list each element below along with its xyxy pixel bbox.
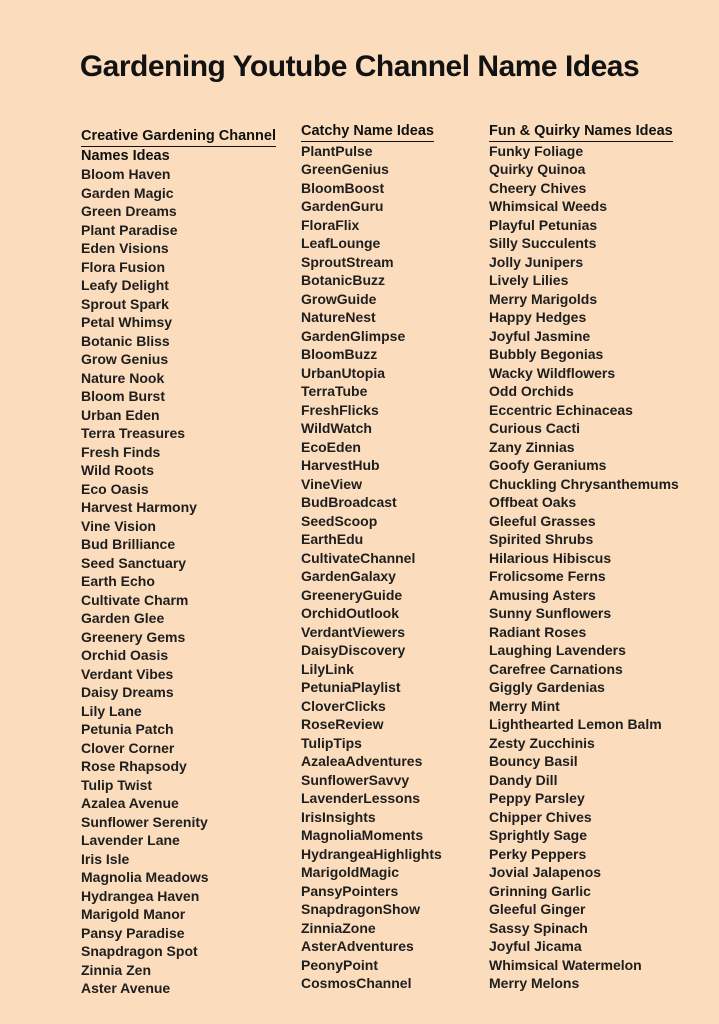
list-item: Funky Foliage [489,142,584,159]
list-item: Sprightly Sage [489,827,588,843]
column-header-fun-quirky [489,122,718,142]
list-item: Giggly Gardenias [489,679,605,695]
page-title: Gardening Youtube Channel Name Ideas [79,50,640,83]
list-item: Petal Whimsy [81,314,173,330]
list-item: Nature Nook [81,369,165,386]
list-item: GreenGenius [301,161,389,177]
list-item: PansyPointers [301,882,399,899]
list-item: Snapdragon Spot [81,943,198,959]
list-item: Merry Mint [489,697,560,714]
list-item: Flora Fusion [81,258,165,275]
list-item: Jovial Jalapenos [489,864,602,880]
list-item: Azalea Avenue [81,795,179,811]
list-item: Hydrangea Haven [81,887,200,904]
list-item: Garden Magic [81,184,174,201]
list-item: Rose Rhapsody [81,758,187,774]
list-item: UrbanUtopia [301,364,385,381]
list-item: Sprout Spark [81,295,169,312]
list-item: LilyLink [301,660,354,677]
list-item: Bouncy Basil [489,753,578,769]
list-item: Lily Lane [81,702,142,719]
list-item: Lively Lilies [489,272,569,288]
list-item: Cultivate Charm [81,591,189,608]
list-item: Green Dreams [81,203,177,219]
list-item: Eccentric Echinaceas [489,401,633,418]
list-item: SproutStream [301,253,394,270]
list-item: Terra Treasures [81,425,186,441]
list-item: Whimsical Weeds [489,198,608,214]
list-item: Curious Cacti [489,420,581,436]
list-item: Gleeful Grasses [489,512,596,529]
list-item: Greenery Gems [81,628,186,645]
column-creative-gardening [81,127,296,998]
list-item: BotanicBuzz [301,272,385,288]
list-item: GardenGalaxy [301,568,396,584]
list-item: Odd Orchids [489,383,574,399]
list-item: Joyful Jasmine [489,327,591,344]
list-item: Plant Paradise [81,221,178,238]
list-item: AsterAdventures [301,938,414,954]
column-catchy-names [301,122,486,993]
list-item: Eden Visions [81,240,169,256]
list-item: Goofy Geraniums [489,457,607,473]
list-item: Spirited Shrubs [489,531,594,547]
list-item: Perky Peppers [489,845,587,862]
list-item: Daisy Dreams [81,684,174,700]
list-item: Happy Hedges [489,309,587,325]
name-list-creative [81,165,296,998]
column-title-text: Creative Gardening Channel [81,127,276,147]
list-item: FreshFlicks [301,401,379,418]
list-item: Verdant Vibes [81,665,174,682]
list-item: Wild Roots [81,462,154,478]
list-item: Bubbly Begonias [489,346,604,362]
list-item: RoseReview [301,716,384,732]
list-item: GrowGuide [301,290,377,307]
column-header-creative [81,127,296,165]
list-item: Tulip Twist [81,776,153,793]
list-item: Zesty Zucchinis [489,734,595,751]
list-item: Bloom Haven [81,166,171,182]
list-item: Magnolia Meadows [81,869,209,885]
list-item: LeafLounge [301,235,381,251]
list-item: CosmosChannel [301,975,412,991]
list-item: GardenGlimpse [301,327,406,344]
list-item: Dandy Dill [489,771,558,788]
list-item: DaisyDiscovery [301,642,406,658]
list-item: EarthEdu [301,531,364,547]
list-item: Amusing Asters [489,586,596,603]
list-item: Clover Corner [81,739,175,756]
column-title-wrap-line: Names Ideas [81,147,170,164]
list-item: Whimsical Watermelon [489,956,642,973]
list-item: Zany Zinnias [489,438,575,455]
list-item: HydrangeaHighlights [301,845,442,862]
list-item: Offbeat Oaks [489,494,577,510]
list-item: IrisInsights [301,808,376,825]
list-item: Grow Genius [81,351,169,367]
list-item: Merry Marigolds [489,290,598,307]
list-item: CloverClicks [301,697,386,714]
list-item: Wacky Wildflowers [489,364,616,381]
list-item: Zinnia Zen [81,961,151,978]
list-item: Chipper Chives [489,808,592,825]
list-item: Merry Melons [489,975,580,991]
list-item: Leafy Delight [81,277,169,293]
list-item: Lavender Lane [81,832,180,848]
list-item: Lighthearted Lemon Balm [489,716,662,732]
list-item: PetuniaPlaylist [301,679,401,695]
list-item: PeonyPoint [301,956,379,973]
list-item: Sassy Spinach [489,919,588,936]
list-item: Bloom Burst [81,388,165,404]
list-item: Silly Succulents [489,235,597,251]
list-item: OrchidOutlook [301,605,399,621]
column-fun-quirky-names [489,122,718,993]
list-item: Iris Isle [81,850,130,867]
list-item: Earth Echo [81,573,155,589]
list-item: TulipTips [301,734,362,751]
list-item: SnapdragonShow [301,901,420,917]
list-item: BloomBuzz [301,346,378,362]
list-item: Frolicsome Ferns [489,568,606,584]
list-item: Laughing Lavenders [489,642,626,658]
list-item: Hilarious Hibiscus [489,549,612,566]
list-item: Bud Brilliance [81,536,176,552]
list-item: TerraTube [301,383,368,399]
list-item: Fresh Finds [81,443,161,460]
list-item: GreeneryGuide [301,586,403,603]
list-item: Cheery Chives [489,179,587,196]
list-item: PlantPulse [301,142,373,159]
list-item: Sunflower Serenity [81,813,208,830]
list-item: Gleeful Ginger [489,901,586,917]
list-item: MagnoliaMoments [301,827,424,843]
list-item: Sunny Sunflowers [489,605,612,621]
list-item: Pansy Paradise [81,924,185,941]
list-item: NatureNest [301,309,376,325]
list-item: Garden Glee [81,610,165,626]
list-item: Chuckling Chrysanthemums [489,475,679,492]
list-item: Urban Eden [81,406,160,423]
list-item: ZinniaZone [301,919,376,936]
list-item: Peppy Parsley [489,790,585,806]
list-item: AzaleaAdventures [301,753,423,769]
list-item: SunflowerSavvy [301,771,410,788]
list-item: LavenderLessons [301,790,421,806]
list-item: Botanic Bliss [81,332,170,349]
list-item: CultivateChannel [301,549,416,566]
list-item: Quirky Quinoa [489,161,586,177]
list-item: SeedScoop [301,512,378,529]
list-item: EcoEden [301,438,361,455]
column-title-text: Fun & Quirky Names Ideas [489,122,673,142]
name-list-fun-quirky [489,142,718,993]
list-item: Grinning Garlic [489,882,591,899]
list-item: Jolly Junipers [489,253,584,270]
list-item: BloomBoost [301,179,385,196]
list-item: Eco Oasis [81,480,149,497]
list-item: Vine Vision [81,517,156,534]
list-item: HarvestHub [301,457,380,473]
list-item: GardenGuru [301,198,384,214]
list-item: Carefree Carnations [489,660,623,677]
name-list-catchy [301,142,486,993]
list-item: Playful Petunias [489,216,598,233]
list-item: VineView [301,475,362,492]
list-item: Seed Sanctuary [81,554,187,571]
list-item: Petunia Patch [81,721,174,737]
list-item: Harvest Harmony [81,499,197,515]
list-item: FloraFlix [301,216,360,233]
list-item: VerdantViewers [301,623,406,640]
list-item: BudBroadcast [301,494,397,510]
list-item: Radiant Roses [489,623,587,640]
list-item: WildWatch [301,420,372,436]
list-item: Orchid Oasis [81,647,169,663]
column-title-text: Catchy Name Ideas [301,122,434,142]
list-item: Aster Avenue [81,980,171,996]
column-header-catchy [301,122,486,142]
list-item: MarigoldMagic [301,864,400,880]
list-item: Marigold Manor [81,906,186,922]
list-item: Joyful Jicama [489,938,582,954]
